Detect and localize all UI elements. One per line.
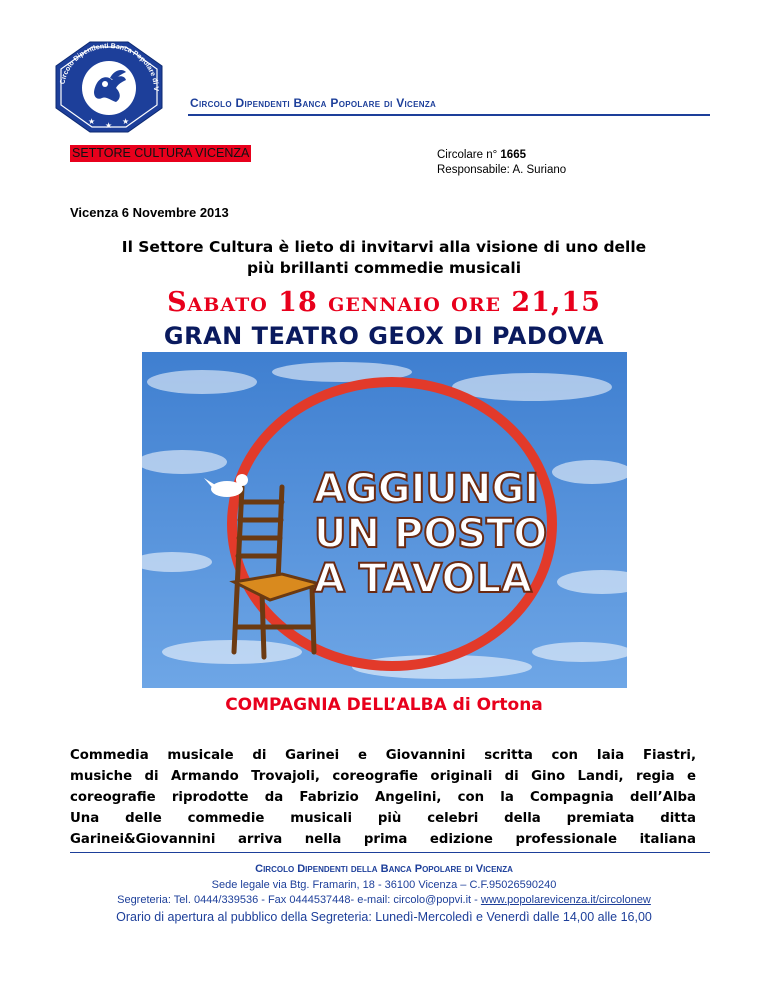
logo-ring-text: Circolo Dipendenti Banca Popolare di V (59, 42, 160, 92)
circolare-number: 1665 (500, 149, 526, 161)
footer-divider (70, 852, 710, 853)
body-line: musiche di Armando Trovajoli, coreografie originali di Gino Landi, regia e (70, 769, 696, 784)
poster-title-line-3: A TAVOLA (314, 556, 533, 602)
svg-text:★: ★ (122, 117, 130, 126)
body-line: coreografie riprodotte da Fabrizio Angelini, con la Compagnia dell’Alba (70, 790, 696, 805)
poster-title-line-1: AGGIUNGI (314, 466, 540, 512)
footer-hours: Orario di apertura al pubblico della Segreteria: Lunedì-Mercoledì e Venerdì dalle 14,00 alle 16,00 (116, 910, 652, 924)
sector-badge: SETTORE CULTURA VICENZA (72, 146, 250, 160)
footer-website-link[interactable]: www.popolarevicenza.it/circolonew (480, 894, 651, 906)
venue-title: GRAN TEATRO GEOX DI PADOVA (163, 322, 605, 350)
footer-org: Circolo Dipendenti della Banca Popolare di Vicenza (255, 863, 513, 875)
company-title: COMPAGNIA DELL’ALBA (225, 695, 447, 715)
body-line: Una delle commedie musicali più celebri della premiata ditta (70, 811, 696, 826)
footer-contacts (0, 894, 768, 906)
intro-line-2: più brillanti commedie musicali (246, 259, 522, 277)
show-poster (142, 352, 627, 688)
company-suffix: di Ortona (446, 695, 543, 715)
company-name (0, 695, 768, 715)
header-org-name: Circolo Dipendenti Banca Popolare di Vicenza (190, 96, 437, 110)
header-divider (188, 114, 710, 116)
svg-text:★: ★ (88, 117, 96, 126)
body-line: Commedia musicale di Garinei e Giovannini scritta con Iaia Fiastri, (70, 748, 696, 763)
footer-contacts-sep: - (471, 894, 481, 906)
body-paragraph (70, 745, 696, 850)
responsabile: Responsabile: A. Suriano (437, 164, 567, 176)
circolo-logo (50, 40, 168, 134)
circolare-label: Circolare n° (437, 149, 498, 161)
footer-contacts-text: Segreteria: Tel. 0444/339536 - Fax 0444537448- e-mail: (117, 894, 394, 906)
event-date: Sabato 18 gennaio ore 21,15 (167, 287, 601, 318)
document-date: Vicenza 6 Novembre 2013 (70, 205, 229, 220)
circolare-info (437, 148, 566, 178)
body-line: Garinei&Giovannini arriva nella prima edizione professionale italiana (70, 832, 696, 847)
footer-address: Sede legale via Btg. Framarin, 18 - 36100 Vicenza – C.F.95026590240 (211, 879, 557, 891)
footer-email-link[interactable]: circolo@popvi.it (393, 894, 472, 906)
intro-text (60, 237, 708, 279)
poster-title-line-2: UN POSTO (314, 511, 548, 557)
svg-text:★: ★ (105, 121, 113, 130)
intro-line-1: Il Settore Cultura è lieto di invitarvi alla visione di uno delle (121, 238, 647, 256)
